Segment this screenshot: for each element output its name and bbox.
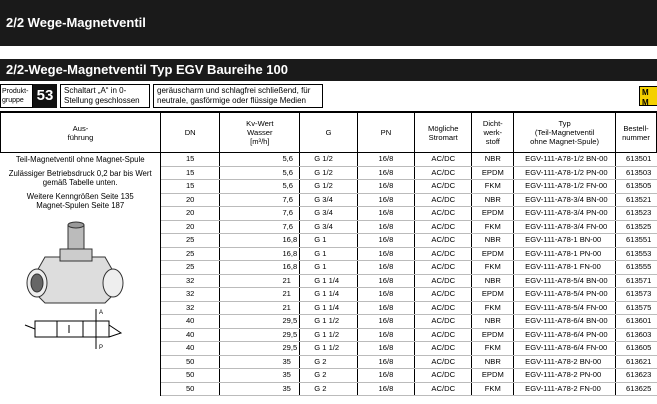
cell-typ: EGV-111-A78-2 PN-00	[514, 369, 616, 383]
cell-dicht: FKM	[472, 261, 514, 275]
cell-kv: 16,8	[220, 247, 300, 261]
cell-dn: 50	[160, 382, 219, 396]
cell-dn: 40	[160, 328, 219, 342]
cell-strom: AC/DC	[415, 315, 472, 329]
cell-pn: 16/8	[357, 315, 414, 329]
cell-kv: 29,5	[220, 328, 300, 342]
cell-dn: 40	[160, 342, 219, 356]
cell-dn: 50	[160, 355, 219, 369]
cell-typ: EGV-111-A78-5/4 BN-00	[514, 274, 616, 288]
cell-best: 613503	[616, 166, 657, 180]
cell-strom: AC/DC	[415, 220, 472, 234]
cell-dicht: EPDM	[472, 207, 514, 221]
cell-pn: 16/8	[357, 261, 414, 275]
port-a-label: A	[98, 309, 103, 316]
product-description: geräuscharm und schlagfrei schließend, für neutrale, gasförmige oder flüssige Medien	[153, 84, 323, 108]
description-line: Teil-Magnetventil ohne Magnet-Spule	[15, 155, 145, 164]
cell-g: G 1	[300, 247, 358, 261]
cell-g: G 1/2	[300, 153, 358, 167]
cell-strom: AC/DC	[415, 369, 472, 383]
cell-kv: 29,5	[220, 315, 300, 329]
cell-typ: EGV-111-A78-6/4 PN-00	[514, 328, 616, 342]
cell-kv: 7,6	[220, 193, 300, 207]
valve-body-icon	[27, 222, 123, 303]
cell-dicht: FKM	[472, 382, 514, 396]
cell-strom: AC/DC	[415, 193, 472, 207]
cell-g: G 2	[300, 355, 358, 369]
cell-best: 613523	[616, 207, 657, 221]
cell-kv: 5,6	[220, 166, 300, 180]
cell-dn: 25	[160, 247, 219, 261]
cell-strom: AC/DC	[415, 261, 472, 275]
product-title-bar	[0, 59, 657, 81]
cell-typ: EGV-111-A78-2 FN-00	[514, 382, 616, 396]
cell-dicht: NBR	[472, 153, 514, 167]
cell-strom: AC/DC	[415, 234, 472, 248]
port-p-label: P	[98, 344, 103, 351]
cell-pn: 16/8	[357, 301, 414, 315]
cell-pn: 16/8	[357, 166, 414, 180]
cell-typ: EGV-111-A78-1/2 FN-00	[514, 180, 616, 194]
cell-dn: 25	[160, 261, 219, 275]
cell-pn: 16/8	[357, 220, 414, 234]
cell-typ: EGV-111-A78-3/4 FN-00	[514, 220, 616, 234]
cell-dicht: FKM	[472, 220, 514, 234]
cell-dicht: NBR	[472, 193, 514, 207]
cell-dicht: FKM	[472, 180, 514, 194]
cell-pn: 16/8	[357, 382, 414, 396]
cell-g: G 1 1/4	[300, 288, 358, 302]
cell-dn: 32	[160, 301, 219, 315]
col-header-g: G	[300, 112, 358, 153]
cell-g: G 3/4	[300, 207, 358, 221]
cell-kv: 21	[220, 301, 300, 315]
cell-typ: EGV-111-A78-1 BN-00	[514, 234, 616, 248]
cell-dicht: NBR	[472, 234, 514, 248]
cell-g: G 1	[300, 234, 358, 248]
cell-pn: 16/8	[357, 288, 414, 302]
description-line: Weitere Kenngrößen Seite 135 Magnet-Spulen Seite 187	[26, 191, 134, 210]
cell-dn: 40	[160, 315, 219, 329]
cell-dicht: FKM	[472, 301, 514, 315]
product-group-label: Produkt- gruppe	[0, 84, 33, 108]
cell-dn: 32	[160, 288, 219, 302]
cell-dicht: EPDM	[472, 288, 514, 302]
col-header-dn: DN	[160, 112, 219, 153]
product-table	[0, 111, 657, 396]
cell-kv: 7,6	[220, 207, 300, 221]
col-header-dichtwerkstoff: Dicht- werk- stoff	[472, 112, 514, 153]
cell-g: G 2	[300, 382, 358, 396]
cell-g: G 1 1/2	[300, 342, 358, 356]
cell-typ: EGV-111-A78-1 PN-00	[514, 247, 616, 261]
cell-g: G 1 1/2	[300, 328, 358, 342]
cell-kv: 21	[220, 288, 300, 302]
cell-best: 613571	[616, 274, 657, 288]
cell-best: 613605	[616, 342, 657, 356]
cell-strom: AC/DC	[415, 301, 472, 315]
cell-pn: 16/8	[357, 207, 414, 221]
cell-best: 613555	[616, 261, 657, 275]
cell-kv: 5,6	[220, 153, 300, 167]
cell-dn: 32	[160, 274, 219, 288]
description-line: Zulässiger Betriebsdruck 0,2 bar bis Wert gemäß Tabelle unten.	[8, 168, 152, 187]
cell-dicht: NBR	[472, 274, 514, 288]
cell-strom: AC/DC	[415, 247, 472, 261]
cell-dn: 20	[160, 220, 219, 234]
cell-dn: 15	[160, 180, 219, 194]
cell-dn: 20	[160, 193, 219, 207]
cell-best: 613551	[616, 234, 657, 248]
cell-dicht: EPDM	[472, 247, 514, 261]
table-row	[1, 153, 657, 167]
cell-g: G 3/4	[300, 193, 358, 207]
schematic-symbol-icon	[25, 309, 121, 349]
cell-kv: 7,6	[220, 220, 300, 234]
section-title: 2/2 Wege-Magnetventil	[6, 15, 146, 30]
cell-pn: 16/8	[357, 342, 414, 356]
cell-best: 613553	[616, 247, 657, 261]
cell-pn: 16/8	[357, 234, 414, 248]
cell-kv: 16,8	[220, 234, 300, 248]
cell-kv: 29,5	[220, 342, 300, 356]
cell-g: G 3/4	[300, 220, 358, 234]
cell-pn: 16/8	[357, 247, 414, 261]
cell-best: 613575	[616, 301, 657, 315]
cell-pn: 16/8	[357, 369, 414, 383]
cell-best: 613501	[616, 153, 657, 167]
cell-kv: 35	[220, 382, 300, 396]
cell-strom: AC/DC	[415, 382, 472, 396]
cell-best: 613573	[616, 288, 657, 302]
cell-strom: AC/DC	[415, 328, 472, 342]
cell-pn: 16/8	[357, 193, 414, 207]
cell-dn: 20	[160, 207, 219, 221]
cell-dn: 50	[160, 369, 219, 383]
cell-dn: 25	[160, 234, 219, 248]
cell-dicht: EPDM	[472, 369, 514, 383]
cell-kv: 35	[220, 369, 300, 383]
cell-kv: 21	[220, 274, 300, 288]
cell-typ: EGV-111-A78-1 FN-00	[514, 261, 616, 275]
product-group-number: 53	[33, 84, 57, 108]
cell-dicht: FKM	[472, 342, 514, 356]
cell-strom: AC/DC	[415, 180, 472, 194]
cell-dicht: EPDM	[472, 166, 514, 180]
cell-typ: EGV-111-A78-1/2 BN-00	[514, 153, 616, 167]
cell-kv: 35	[220, 355, 300, 369]
cell-pn: 16/8	[357, 328, 414, 342]
cell-kv: 16,8	[220, 261, 300, 275]
cell-best: 613601	[616, 315, 657, 329]
cell-typ: EGV-111-A78-3/4 BN-00	[514, 193, 616, 207]
cell-g: G 1 1/4	[300, 301, 358, 315]
cell-pn: 16/8	[357, 274, 414, 288]
cell-pn: 16/8	[357, 180, 414, 194]
cell-dn: 15	[160, 153, 219, 167]
product-title: 2/2-Wege-Magnetventil Typ EGV Baureihe 100	[6, 62, 288, 77]
cell-dicht: NBR	[472, 315, 514, 329]
switch-type-text: Schaltart „A“ in 0-Stellung geschlossen	[60, 84, 150, 108]
cell-pn: 16/8	[357, 355, 414, 369]
col-header-kv: Kv-Wert Wasser [m³/h]	[220, 112, 300, 153]
cell-g: G 1	[300, 261, 358, 275]
table-header-row	[1, 112, 657, 153]
col-header-bestellnummer: Bestell- nummer	[616, 112, 657, 153]
section-title-bar	[0, 0, 657, 46]
col-header-stromart: Mögliche Stromart	[415, 112, 472, 153]
cell-typ: EGV-111-A78-6/4 FN-00	[514, 342, 616, 356]
cell-typ: EGV-111-A78-6/4 BN-00	[514, 315, 616, 329]
yellow-badge: M M	[639, 86, 657, 106]
cell-typ: EGV-111-A78-1/2 PN-00	[514, 166, 616, 180]
cell-g: G 1/2	[300, 180, 358, 194]
cell-g: G 1 1/4	[300, 274, 358, 288]
cell-strom: AC/DC	[415, 153, 472, 167]
cell-dicht: EPDM	[472, 328, 514, 342]
cell-strom: AC/DC	[415, 207, 472, 221]
cell-best: 613623	[616, 369, 657, 383]
cell-best: 613525	[616, 220, 657, 234]
cell-strom: AC/DC	[415, 355, 472, 369]
cell-kv: 5,6	[220, 180, 300, 194]
cell-typ: EGV-111-A78-3/4 PN-00	[514, 207, 616, 221]
cell-dicht: NBR	[472, 355, 514, 369]
cell-typ: EGV-111-A78-5/4 PN-00	[514, 288, 616, 302]
cell-best: 613521	[616, 193, 657, 207]
product-info-row	[0, 84, 657, 110]
cell-g: G 1/2	[300, 166, 358, 180]
cell-g: G 1 1/2	[300, 315, 358, 329]
cell-typ: EGV-111-A78-2 BN-00	[514, 355, 616, 369]
cell-best: 613603	[616, 328, 657, 342]
cell-strom: AC/DC	[415, 166, 472, 180]
header-gap	[0, 46, 657, 59]
col-header-typ: Typ (Teil-Magnetventil ohne Magnet-Spule)	[514, 112, 616, 153]
ausfuehrung-cell	[1, 153, 161, 396]
cell-best: 613625	[616, 382, 657, 396]
cell-typ: EGV-111-A78-5/4 FN-00	[514, 301, 616, 315]
col-header-pn: PN	[357, 112, 414, 153]
cell-best: 613505	[616, 180, 657, 194]
valve-illustration	[5, 221, 155, 351]
cell-strom: AC/DC	[415, 274, 472, 288]
col-header-ausfuehrung: Aus- führung	[1, 112, 161, 153]
cell-best: 613621	[616, 355, 657, 369]
cell-strom: AC/DC	[415, 288, 472, 302]
cell-dn: 15	[160, 166, 219, 180]
cell-g: G 2	[300, 369, 358, 383]
cell-pn: 16/8	[357, 153, 414, 167]
cell-strom: AC/DC	[415, 342, 472, 356]
